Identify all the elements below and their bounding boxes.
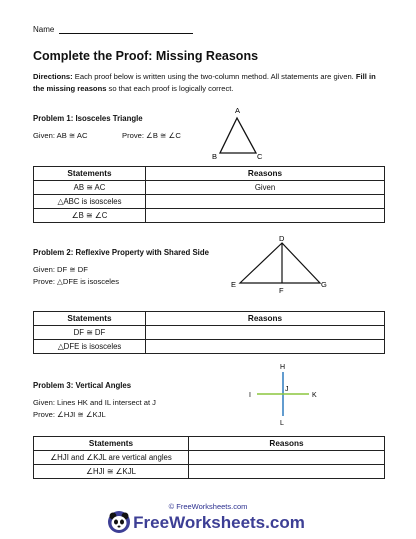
label-d: D	[279, 234, 285, 243]
label-k: K	[312, 392, 317, 399]
footer-url[interactable]: © FreeWorksheets.com	[168, 502, 248, 511]
reason-input-cell[interactable]	[146, 209, 385, 223]
label-i: I	[249, 392, 251, 399]
triangle-abc-diagram	[205, 102, 275, 162]
directions-text-3: so that each proof is logically correct.	[106, 84, 234, 93]
header-statements: Statements	[34, 312, 146, 326]
reason-input-cell[interactable]	[189, 451, 385, 465]
problem1-proof-table	[33, 166, 385, 223]
reason-input-cell[interactable]	[189, 465, 385, 479]
name-label: Name	[33, 25, 55, 34]
problem2-given: Given: DF ≅ DF	[33, 265, 88, 274]
reason-input-cell[interactable]	[146, 195, 385, 209]
header-statements: Statements	[34, 437, 189, 451]
problem2-prove: Prove: △DFE is isosceles	[33, 277, 120, 286]
label-e: E	[231, 280, 237, 289]
problem2-title: Problem 2: Reflexive Property with Shared Side	[33, 248, 209, 257]
triangle-abc	[220, 118, 256, 153]
statement-cell: DF ≅ DF	[34, 326, 146, 340]
reason-input-cell[interactable]	[146, 340, 385, 354]
problem1-title: Problem 1: Isosceles Triangle	[33, 114, 143, 123]
problem1-given: Given: AB ≅ AC	[33, 131, 88, 140]
table-header-row	[34, 167, 385, 181]
label-c: C	[257, 152, 263, 161]
worksheet-title: Complete the Proof: Missing Reasons	[33, 49, 259, 63]
statement-cell: ∠B ≅ ∠C	[34, 209, 146, 223]
header-reasons: Reasons	[146, 167, 385, 181]
table-row	[34, 340, 385, 354]
directions-label: Directions:	[33, 72, 73, 81]
problem3-given: Given: Lines HK and IL intersect at J	[33, 398, 156, 407]
statement-cell: ∠HJI and ∠KJL are vertical angles	[34, 451, 189, 465]
reason-input-cell[interactable]	[146, 326, 385, 340]
vertical-angles-diagram	[245, 360, 325, 428]
name-line[interactable]	[59, 33, 193, 34]
statement-cell: △ABC is isosceles	[34, 195, 146, 209]
directions-bold: Fill in the missing reasons	[33, 72, 376, 93]
header-statements: Statements	[34, 167, 146, 181]
header-reasons: Reasons	[146, 312, 385, 326]
problem1-prove: Prove: ∠B ≅ ∠C	[122, 131, 181, 140]
label-a: A	[235, 106, 241, 115]
footer-brand[interactable]: FreeWorksheets.com	[133, 513, 305, 532]
table-row	[34, 451, 385, 465]
problem3-prove: Prove: ∠HJI ≅ ∠KJL	[33, 410, 106, 419]
table-row	[34, 326, 385, 340]
table-row	[34, 209, 385, 223]
statement-cell: AB ≅ AC	[34, 181, 146, 195]
triangle-deg	[240, 243, 320, 283]
table-row	[34, 465, 385, 479]
table-row	[34, 195, 385, 209]
header-reasons: Reasons	[189, 437, 385, 451]
table-row	[34, 181, 385, 195]
label-j: J	[285, 386, 289, 393]
label-f: F	[279, 286, 284, 295]
reason-cell: Given	[146, 181, 385, 195]
problem2-proof-table	[33, 311, 385, 354]
label-h: H	[280, 364, 286, 371]
directions-text-1: Each proof below is written using the two-column method. All statements are given.	[72, 72, 356, 81]
directions	[33, 71, 383, 95]
label-g: G	[321, 280, 327, 289]
statement-cell: △DFE is isosceles	[34, 340, 146, 354]
label-b: B	[212, 152, 218, 161]
table-header-row	[34, 437, 385, 451]
statement-cell: ∠HJI ≅ ∠KJL	[34, 465, 189, 479]
triangle-dfe-diagram	[225, 232, 335, 302]
table-header-row	[34, 312, 385, 326]
label-l: L	[280, 420, 284, 427]
problem3-title: Problem 3: Vertical Angles	[33, 381, 132, 390]
problem3-proof-table	[33, 436, 385, 479]
